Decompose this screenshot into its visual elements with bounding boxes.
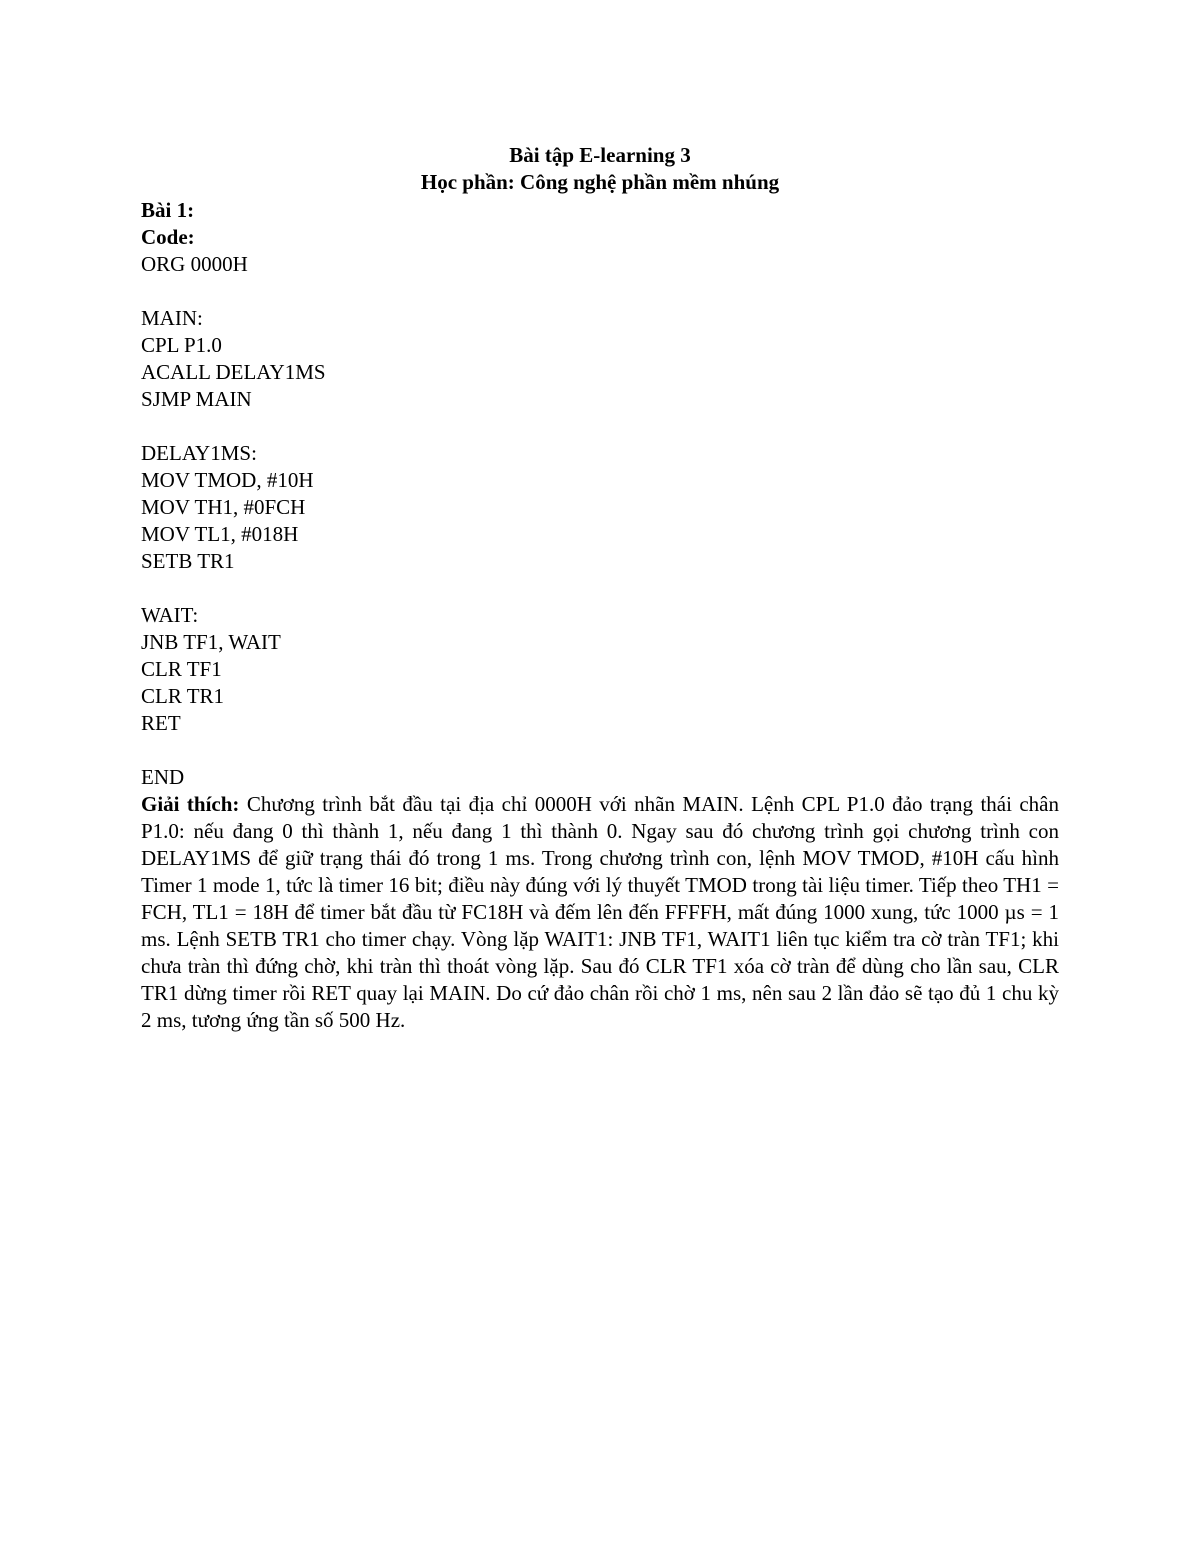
code-line	[141, 737, 1059, 764]
code-line	[141, 278, 1059, 305]
explanation-text: Chương trình bắt đầu tại địa chỉ 0000H với nhãn MAIN. Lệnh CPL P1.0 đảo trạng thái chân P1.0: nếu đang 0 thì thành 1, nếu đang 1 thì thành 0. Ngay sau đó chương trình gọi chương trình con DELAY1MS để giữ trạng thái đó trong 1 ms. Trong chương trình con, lệnh MOV TMOD, #10H cấu hình Timer 1 mode 1, tức là timer 16 bit; điều này đúng với lý thuyết TMOD trong tài liệu timer. Tiếp theo TH1 = FCH, TL1 = 18H để timer bắt đầu từ FC18H và đếm lên đến FFFFH, mất đúng 1000 xung, tức 1000 µs = 1 ms. Lệnh SETB TR1 cho timer chạy. Vòng lặp WAIT1: JNB TF1, WAIT1 liên tục kiểm tra cờ tràn TF1; khi chưa tràn thì đứng chờ, khi tràn thì thoát vòng lặp. Sau đó CLR TF1 xóa cờ tràn để dùng cho lần sau, CLR TR1 dừng timer rồi RET quay lại MAIN. Do cứ đảo chân rồi chờ 1 ms, nên sau 2 lần đảo sẽ tạo đủ 1 chu kỳ 2 ms, tương ứng tần số 500 Hz.	[141, 792, 1059, 1032]
code-block	[141, 251, 1059, 791]
explanation-paragraph	[141, 791, 1059, 1034]
code-line: WAIT:	[141, 603, 199, 627]
code-line: MAIN:	[141, 306, 203, 330]
code-line: JNB TF1, WAIT	[141, 630, 281, 654]
exercise-heading: Bài 1:	[141, 198, 195, 222]
code-line: ACALL DELAY1MS	[141, 360, 326, 384]
code-line: END	[141, 765, 185, 789]
code-line: ORG 0000H	[141, 252, 248, 276]
code-line: SJMP MAIN	[141, 387, 252, 411]
code-heading: Code:	[141, 225, 195, 249]
document-title: Bài tập E-learning 3	[509, 143, 691, 167]
code-line: CLR TF1	[141, 657, 222, 681]
code-line	[141, 413, 1059, 440]
document-content	[141, 197, 1059, 1034]
explanation-label: Giải thích:	[141, 792, 240, 816]
code-line: MOV TH1, #0FCH	[141, 495, 306, 519]
code-line: DELAY1MS:	[141, 441, 257, 465]
code-line	[141, 575, 1059, 602]
code-line: MOV TL1, #018H	[141, 522, 299, 546]
code-line: RET	[141, 711, 181, 735]
title-block	[0, 142, 1200, 196]
code-line: SETB TR1	[141, 549, 235, 573]
document-subtitle: Học phần: Công nghệ phần mềm nhúng	[420, 170, 780, 194]
code-line: MOV TMOD, #10H	[141, 468, 314, 492]
code-line: CPL P1.0	[141, 333, 222, 357]
code-line: CLR TR1	[141, 684, 225, 708]
